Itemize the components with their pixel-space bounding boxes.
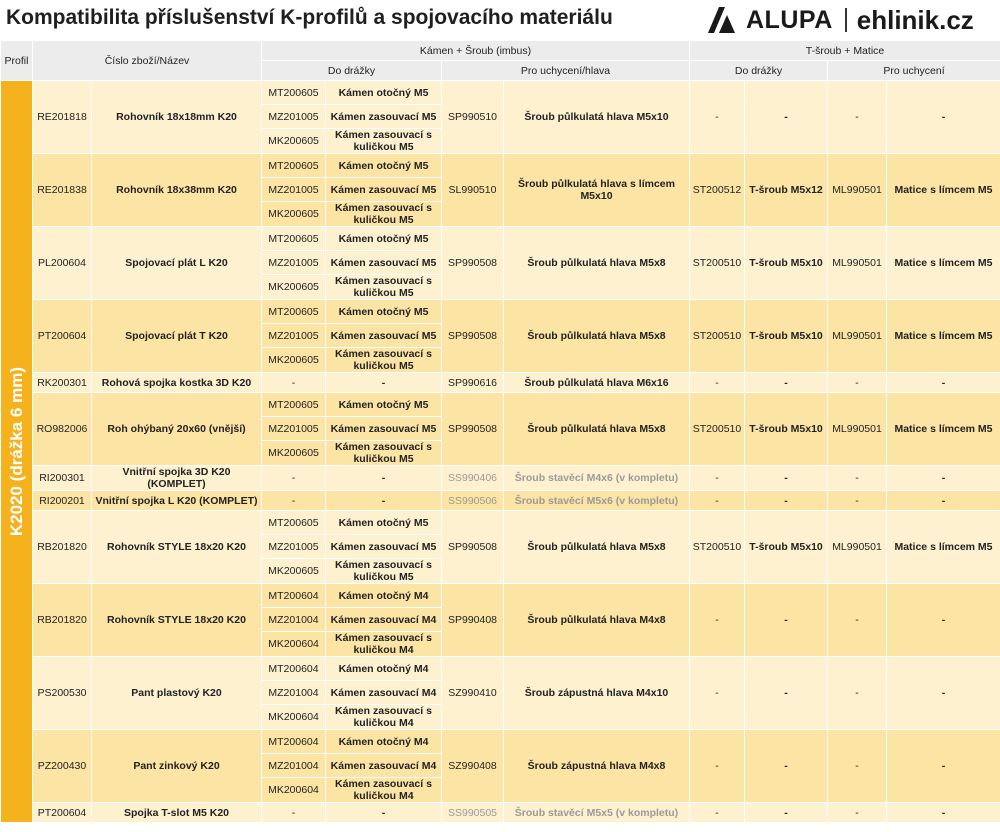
stone-name: Kámen otočný M5 <box>326 393 442 417</box>
screw-code: SZ990410 <box>442 657 504 730</box>
table-row <box>1 154 1000 178</box>
stone-name: Kámen zasouvací s kuličkou M5 <box>326 275 442 300</box>
stone-code: MZ201004 <box>262 608 326 632</box>
profile-label-cell <box>1 81 33 823</box>
nut-code: ML990501 <box>828 511 887 584</box>
table-row <box>1 393 1000 417</box>
screw-name: Šroub zápustná hlava M4x8 <box>504 730 690 803</box>
stone-code: MT200604 <box>262 657 326 681</box>
nut-code: - <box>828 584 887 657</box>
stone-code: MT200605 <box>262 81 326 105</box>
stone-code: MZ201005 <box>262 178 326 202</box>
stone-code: MK200605 <box>262 275 326 300</box>
nut-name: Matice s límcem M5 <box>887 511 1000 584</box>
nut-name: - <box>887 657 1000 730</box>
stone-name: Kámen zasouvací M5 <box>326 105 442 129</box>
stone-name: Kámen zasouvací s kuličkou M4 <box>326 705 442 730</box>
stone-code: MK200605 <box>262 348 326 373</box>
stone-code: MT200604 <box>262 584 326 608</box>
product-code: PZ200430 <box>33 730 92 803</box>
screw-name: Šroub půlkulatá hlava M4x8 <box>504 584 690 657</box>
tscrew-code: - <box>690 584 745 657</box>
table-row <box>1 373 1000 393</box>
stone-name: Kámen zasouvací M5 <box>326 251 442 275</box>
nut-code: - <box>828 81 887 154</box>
tscrew-code: - <box>690 466 745 491</box>
screw-name: Šroub zápustná hlava M4x10 <box>504 657 690 730</box>
stone-name: Kámen otočný M4 <box>326 730 442 754</box>
stone-name: Kámen otočný M4 <box>326 657 442 681</box>
stone-code: - <box>262 803 326 823</box>
screw-name: Šroub půlkulatá hlava M5x8 <box>504 511 690 584</box>
stone-code: MT200605 <box>262 227 326 251</box>
product-code: PT200604 <box>33 300 92 373</box>
header-profil: Profil <box>1 41 33 81</box>
screw-code: SS990505 <box>442 803 504 823</box>
stone-code: MK200604 <box>262 778 326 803</box>
table-row <box>1 730 1000 754</box>
stone-code: MZ201004 <box>262 681 326 705</box>
stone-code: MZ201005 <box>262 105 326 129</box>
screw-code: SP990616 <box>442 373 504 393</box>
nut-name: Matice s límcem M5 <box>887 393 1000 466</box>
product-name: Rohovník STYLE 18x20 K20 <box>92 584 262 657</box>
header-do-drazky-tsroub: Do drážky <box>690 61 828 81</box>
nut-name: - <box>887 584 1000 657</box>
tscrew-code: - <box>690 491 745 511</box>
screw-code: SP990510 <box>442 81 504 154</box>
screw-name: Šroub půlkulatá hlava M5x8 <box>504 300 690 373</box>
logo-separator <box>845 8 847 32</box>
stone-name: Kámen otočný M5 <box>326 154 442 178</box>
stone-name: Kámen zasouvací M5 <box>326 324 442 348</box>
product-code: PT200604 <box>33 803 92 823</box>
nut-code: - <box>828 803 887 823</box>
alupa-logo[interactable] <box>708 0 974 40</box>
tscrew-name: T-šroub M5x10 <box>745 511 828 584</box>
screw-name: Šroub půlkulatá hlava M5x8 <box>504 393 690 466</box>
screw-name: Šroub stavěcí M5x6 (v kompletu) <box>504 491 690 511</box>
stone-code: MT200605 <box>262 393 326 417</box>
tscrew-code: ST200510 <box>690 227 745 300</box>
stone-name: Kámen otočný M5 <box>326 511 442 535</box>
tscrew-name: T-šroub M5x12 <box>745 154 828 227</box>
tscrew-name: T-šroub M5x10 <box>745 393 828 466</box>
nut-code: ML990501 <box>828 300 887 373</box>
nut-name: Matice s límcem M5 <box>887 154 1000 227</box>
product-name: Vnitřní spojka 3D K20 (KOMPLET) <box>92 466 262 491</box>
tscrew-code: - <box>690 81 745 154</box>
tscrew-name: - <box>745 584 828 657</box>
screw-name: Šroub půlkulatá hlava M6x16 <box>504 373 690 393</box>
stone-code: MK200604 <box>262 705 326 730</box>
stone-name: Kámen zasouvací s kuličkou M5 <box>326 559 442 584</box>
stone-code: MK200605 <box>262 441 326 466</box>
product-code: RB201820 <box>33 511 92 584</box>
table-row <box>1 81 1000 105</box>
product-name: Pant zinkový K20 <box>92 730 262 803</box>
nut-name: - <box>887 81 1000 154</box>
stone-code: - <box>262 373 326 393</box>
nut-code: - <box>828 466 887 491</box>
product-name: Spojka T-slot M5 K20 <box>92 803 262 823</box>
stone-name: Kámen zasouvací M4 <box>326 681 442 705</box>
compatibility-table <box>0 40 1000 823</box>
table-row <box>1 466 1000 491</box>
screw-code: SP990508 <box>442 300 504 373</box>
nut-code: ML990501 <box>828 227 887 300</box>
product-code: RI200301 <box>33 466 92 491</box>
tscrew-name: - <box>745 657 828 730</box>
header-do-drazky: Do drážky <box>262 61 442 81</box>
header-pro-uchyceni-hlava: Pro uchycení/hlava <box>442 61 690 81</box>
product-code: PL200604 <box>33 227 92 300</box>
table-row <box>1 657 1000 681</box>
alupa-logo-icon <box>708 7 742 33</box>
table-row <box>1 511 1000 535</box>
table-row <box>1 227 1000 251</box>
stone-code: - <box>262 491 326 511</box>
tscrew-code: ST200510 <box>690 393 745 466</box>
product-code: RI200201 <box>33 491 92 511</box>
tscrew-name: T-šroub M5x10 <box>745 227 828 300</box>
nut-code: - <box>828 373 887 393</box>
screw-code: SP990508 <box>442 511 504 584</box>
table-row <box>1 300 1000 324</box>
product-code: RE201818 <box>33 81 92 154</box>
tscrew-code: - <box>690 657 745 730</box>
product-code: PS200530 <box>33 657 92 730</box>
tscrew-code: - <box>690 730 745 803</box>
stone-name: - <box>326 491 442 511</box>
stone-name: Kámen otočný M5 <box>326 227 442 251</box>
nut-name: - <box>887 373 1000 393</box>
tscrew-code: - <box>690 803 745 823</box>
tscrew-code: ST200510 <box>690 511 745 584</box>
screw-code: SL990510 <box>442 154 504 227</box>
page-header <box>0 0 1000 40</box>
stone-name: Kámen otočný M4 <box>326 584 442 608</box>
stone-code: MT200605 <box>262 511 326 535</box>
nut-code: - <box>828 730 887 803</box>
tscrew-code: - <box>690 373 745 393</box>
stone-code: MZ201005 <box>262 324 326 348</box>
stone-code: MK200604 <box>262 632 326 657</box>
header-kamen-sroub: Kámen + Šroub (imbus) <box>262 41 690 61</box>
stone-code: MT200605 <box>262 154 326 178</box>
logo-site: ehlinik.cz <box>856 4 974 35</box>
screw-code: SP990508 <box>442 227 504 300</box>
screw-code: SZ990408 <box>442 730 504 803</box>
product-name: Spojovací plát T K20 <box>92 300 262 373</box>
stone-code: MK200605 <box>262 202 326 227</box>
tscrew-name: - <box>745 730 828 803</box>
stone-code: - <box>262 466 326 491</box>
stone-name: Kámen zasouvací M5 <box>326 417 442 441</box>
nut-name: Matice s límcem M5 <box>887 227 1000 300</box>
screw-code: SS990406 <box>442 466 504 491</box>
screw-name: Šroub půlkulatá hlava s límcem M5x10 <box>504 154 690 227</box>
stone-name: Kámen otočný M5 <box>326 300 442 324</box>
table-row <box>1 584 1000 608</box>
header-pro-uchyceni: Pro uchycení <box>828 61 1000 81</box>
stone-name: Kámen zasouvací s kuličkou M4 <box>326 632 442 657</box>
screw-name: Šroub půlkulatá hlava M5x10 <box>504 81 690 154</box>
screw-name: Šroub stavěcí M4x6 (v kompletu) <box>504 466 690 491</box>
stone-name: Kámen zasouvací M4 <box>326 754 442 778</box>
stone-name: Kámen otočný M5 <box>326 81 442 105</box>
screw-code: SP990508 <box>442 393 504 466</box>
tscrew-code: ST200510 <box>690 300 745 373</box>
product-name: Vnitřní spojka L K20 (KOMPLET) <box>92 491 262 511</box>
page-title: Kompatibilita příslušenství K-profilů a spojovacího materiálu <box>6 6 613 29</box>
nut-code: ML990501 <box>828 393 887 466</box>
stone-name: - <box>326 373 442 393</box>
stone-code: MK200605 <box>262 129 326 154</box>
tscrew-name: - <box>745 491 828 511</box>
table-header <box>1 41 1000 81</box>
stone-name: Kámen zasouvací s kuličkou M5 <box>326 129 442 154</box>
stone-name: Kámen zasouvací s kuličkou M5 <box>326 441 442 466</box>
header-tsroub-matice: T-šroub + Matice <box>690 41 1000 61</box>
nut-code: ML990501 <box>828 154 887 227</box>
logo-brand: ALUPA <box>746 5 833 34</box>
product-name: Spojovací plát L K20 <box>92 227 262 300</box>
product-code: RK200301 <box>33 373 92 393</box>
screw-code: SS990506 <box>442 491 504 511</box>
tscrew-code: ST200512 <box>690 154 745 227</box>
nut-name: - <box>887 466 1000 491</box>
screw-code: SP990408 <box>442 584 504 657</box>
nut-code: - <box>828 491 887 511</box>
screw-name: Šroub stavěcí M5x5 (v kompletu) <box>504 803 690 823</box>
nut-code: - <box>828 657 887 730</box>
header-cislo-nazev: Číslo zboží/Název <box>33 41 262 81</box>
stone-name: Kámen zasouvací M4 <box>326 608 442 632</box>
stone-code: MT200605 <box>262 300 326 324</box>
stone-code: MZ201005 <box>262 251 326 275</box>
product-name: Rohovník 18x38mm K20 <box>92 154 262 227</box>
table-row <box>1 491 1000 511</box>
stone-name: Kámen zasouvací s kuličkou M4 <box>326 778 442 803</box>
stone-code: MZ201005 <box>262 535 326 559</box>
stone-name: Kámen zasouvací s kuličkou M5 <box>326 348 442 373</box>
product-name: Rohovník STYLE 18x20 K20 <box>92 511 262 584</box>
table-row <box>1 803 1000 823</box>
nut-name: - <box>887 803 1000 823</box>
tscrew-name: - <box>745 81 828 154</box>
stone-name: - <box>326 466 442 491</box>
product-code: RO982006 <box>33 393 92 466</box>
stone-code: MT200604 <box>262 730 326 754</box>
tscrew-name: - <box>745 373 828 393</box>
tscrew-name: - <box>745 466 828 491</box>
table-body <box>1 81 1000 823</box>
tscrew-name: T-šroub M5x10 <box>745 300 828 373</box>
stone-name: - <box>326 803 442 823</box>
screw-name: Šroub půlkulatá hlava M5x8 <box>504 227 690 300</box>
stone-code: MZ201005 <box>262 417 326 441</box>
product-code: RE201838 <box>33 154 92 227</box>
product-code: RB201820 <box>33 584 92 657</box>
tscrew-name: - <box>745 803 828 823</box>
nut-name: - <box>887 730 1000 803</box>
profile-label: K2020 (drážka 6 mm) <box>6 366 26 537</box>
product-name: Roh ohýbaný 20x60 (vnější) <box>92 393 262 466</box>
stone-name: Kámen zasouvací s kuličkou M5 <box>326 202 442 227</box>
nut-name: Matice s límcem M5 <box>887 300 1000 373</box>
stone-name: Kámen zasouvací M5 <box>326 535 442 559</box>
stone-name: Kámen zasouvací M5 <box>326 178 442 202</box>
product-name: Rohovník 18x18mm K20 <box>92 81 262 154</box>
product-name: Pant plastový K20 <box>92 657 262 730</box>
stone-code: MK200605 <box>262 559 326 584</box>
product-name: Rohová spojka kostka 3D K20 <box>92 373 262 393</box>
stone-code: MZ201004 <box>262 754 326 778</box>
nut-name: - <box>887 491 1000 511</box>
